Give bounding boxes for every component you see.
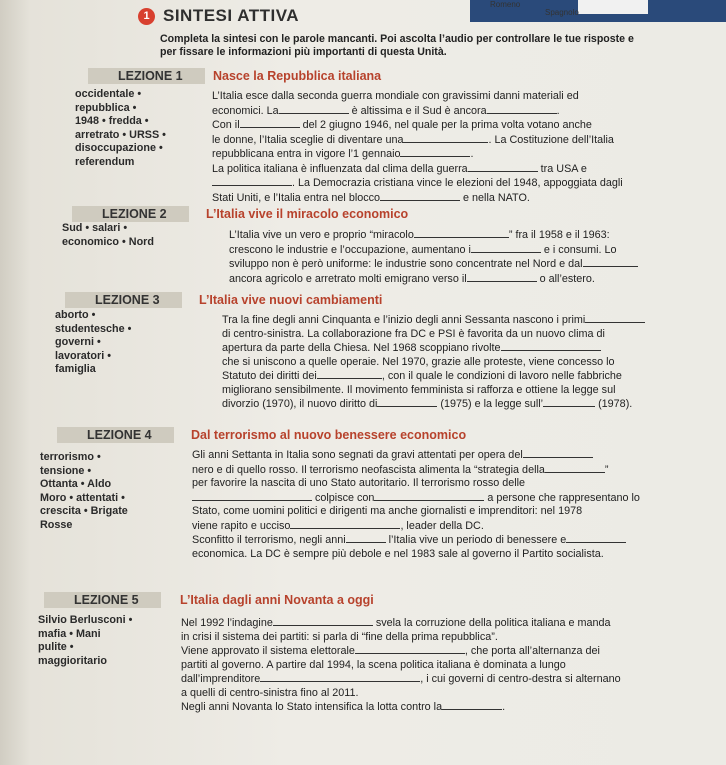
- fill-in-blank[interactable]: [468, 162, 538, 172]
- text-fragment: a quelli di centro-sinistra fino al 2011.: [181, 686, 359, 699]
- text-line: [181, 687, 621, 701]
- word-bank-entry: occidentale •: [75, 88, 142, 100]
- text-line: [222, 356, 645, 370]
- text-fragment: del 2 giugno 1946, nel quale per la prima volta votano anche: [299, 119, 592, 131]
- text-fragment: .: [470, 148, 474, 160]
- word-bank-entry: pulite •: [38, 641, 74, 653]
- instruction-line: Completa la sintesi con le parole mancanti. Poi ascolta l’audio per controllare le tue risposte e: [160, 33, 634, 45]
- text-line: [229, 257, 638, 272]
- text-fragment: , leader della DC.: [400, 519, 484, 532]
- fill-in-blank[interactable]: [471, 243, 541, 253]
- text-fragment: ”: [604, 463, 609, 476]
- text-line: [222, 328, 645, 342]
- word-bank-entry: disoccupazione •: [75, 142, 163, 154]
- text-fragment: crescono le industrie e l’occupazione, aumentano i: [229, 243, 471, 256]
- text-line: [192, 533, 640, 548]
- lesson-text: [222, 313, 645, 412]
- word-bank-entry: referendum: [75, 155, 135, 168]
- text-fragment: . La Democrazia cristiana vince le elezioni del 1948, appoggiata dagli: [292, 177, 623, 189]
- text-line: [181, 700, 621, 715]
- word-bank-entry: studentesche •: [55, 322, 132, 335]
- section-number-badge: 1: [138, 8, 155, 25]
- fill-in-blank[interactable]: [400, 147, 470, 157]
- text-fragment: La politica italiana è influenzata dal clima della guerra: [212, 162, 468, 175]
- text-line: [212, 118, 623, 133]
- text-line: [222, 369, 645, 384]
- fill-in-blank[interactable]: [543, 397, 595, 407]
- word-bank: [38, 614, 132, 668]
- word-bank-entry: arretrato • URSS •: [75, 128, 166, 141]
- text-fragment: , con il quale le condizioni di lavoro nelle fabbriche: [381, 370, 622, 382]
- text-line: [222, 384, 645, 398]
- text-fragment: sviluppo non è però uniforme: le industrie sono concentrate nel Nord e dal: [229, 258, 583, 270]
- text-fragment: apertura da parte della Chiesa. Nel 1968 scoppiano rivolte: [222, 342, 501, 354]
- word-bank: [75, 88, 166, 169]
- fill-in-blank[interactable]: [523, 448, 593, 458]
- word-bank-entry: crescita • Brigate: [40, 505, 128, 517]
- fill-in-blank[interactable]: [414, 228, 509, 238]
- brand-label-2: Spagnolo: [545, 8, 579, 17]
- lesson-title: Dal terrorismo al nuovo benessere economico: [191, 428, 467, 442]
- text-fragment: L’Italia vive un vero e proprio “miracolo: [229, 229, 414, 241]
- text-fragment: economici. La: [212, 104, 279, 117]
- lesson-text: [229, 228, 638, 286]
- text-fragment: .: [502, 701, 506, 713]
- section-header: [138, 6, 299, 26]
- text-line: [212, 133, 623, 148]
- lesson-text: [212, 90, 623, 205]
- lesson-label: LEZIONE 5: [44, 592, 161, 608]
- text-line: [212, 90, 623, 104]
- text-line: [192, 463, 640, 478]
- text-fragment: repubblicana entra in vigore l’1 gennaio: [212, 148, 401, 160]
- text-fragment: nero e di quello rosso. Il terrorismo neofascista alimenta la “strategia della: [192, 463, 545, 476]
- fill-in-blank[interactable]: [585, 313, 645, 323]
- text-fragment: viene rapito e ucciso: [192, 519, 291, 532]
- fill-in-blank[interactable]: [355, 644, 465, 654]
- text-fragment: divorzio (1970), il nuovo diritto di: [222, 398, 378, 410]
- text-line: [181, 616, 621, 631]
- fill-in-blank[interactable]: [212, 176, 292, 186]
- text-fragment: per favorire la nascita di uno Stato autoritario. Il terrorismo rosso delle: [192, 477, 526, 489]
- lesson-label: LEZIONE 1: [88, 68, 205, 84]
- fill-in-blank[interactable]: [380, 191, 460, 201]
- fill-in-blank[interactable]: [545, 463, 605, 473]
- word-bank-entry: terrorismo •: [40, 451, 101, 463]
- text-fragment: Gli anni Settanta in Italia sono segnati da gravi attentati per opera del: [192, 449, 523, 461]
- text-line: [222, 341, 645, 356]
- text-fragment: Con il: [212, 119, 240, 131]
- text-line: [192, 519, 640, 534]
- fill-in-blank[interactable]: [403, 133, 488, 143]
- word-bank-entry: tensione •: [40, 464, 92, 477]
- text-line: [181, 672, 621, 687]
- fill-in-blank[interactable]: [501, 341, 601, 351]
- text-fragment: l’Italia vive un periodo di benessere e: [385, 534, 567, 546]
- text-fragment: Tra la fine degli anni Cinquanta e l’inizio degli anni Sessanta nascono i primi: [222, 314, 586, 326]
- word-bank-entry: economico • Nord: [62, 235, 154, 248]
- text-fragment: colpisce con: [312, 491, 375, 504]
- text-fragment: che si uniscono a quelle operaie. Nel 1970, grazie alle proteste, viene concesso lo: [222, 355, 615, 368]
- word-bank-entry: Silvio Berlusconi •: [38, 614, 133, 626]
- text-line: [192, 548, 640, 562]
- text-line: [229, 228, 638, 243]
- text-line: [181, 644, 621, 659]
- text-fragment: economica. La DC è sempre più debole e nel 1983 sale al governo il Partito socialista.: [192, 547, 604, 560]
- word-bank-entry: Sud • salari •: [62, 222, 128, 234]
- word-bank-entry: lavoratori •: [55, 349, 111, 362]
- word-bank-entry: aborto •: [55, 309, 96, 321]
- page-shadow: [0, 0, 30, 765]
- text-fragment: a persone che rappresentano lo: [484, 491, 640, 504]
- word-bank: [62, 222, 154, 249]
- fill-in-blank[interactable]: [260, 672, 420, 682]
- section-title: SINTESI ATTIVA: [163, 6, 300, 25]
- lesson-title: L’Italia dagli anni Novanta a oggi: [180, 593, 374, 607]
- text-line: [181, 659, 621, 673]
- text-line: [181, 631, 621, 645]
- fill-in-blank[interactable]: [566, 533, 626, 543]
- lesson-text: [192, 448, 640, 561]
- fill-in-blank[interactable]: [192, 491, 312, 501]
- fill-in-blank[interactable]: [442, 700, 502, 710]
- fill-in-blank[interactable]: [279, 104, 349, 114]
- text-fragment: ancora agricolo e arretrato molti emigrano verso il: [229, 272, 467, 285]
- lesson-title: L’Italia vive il miracolo economico: [206, 207, 409, 221]
- text-line: [192, 505, 640, 519]
- text-line: [222, 313, 645, 328]
- fill-in-blank[interactable]: [487, 104, 557, 114]
- text-line: [212, 176, 623, 191]
- text-fragment: (1978).: [595, 398, 633, 410]
- word-bank-entry: famiglia: [55, 363, 96, 375]
- text-fragment: svela la corruzione della politica italiana e manda: [372, 617, 611, 629]
- word-bank-entry: governi •: [55, 336, 101, 348]
- text-line: [212, 147, 623, 162]
- text-fragment: dall’imprenditore: [181, 673, 261, 685]
- text-fragment: .: [556, 104, 560, 117]
- text-line: [229, 243, 638, 258]
- fill-in-blank[interactable]: [374, 491, 484, 501]
- word-bank-entry: Moro • attentati •: [40, 491, 125, 504]
- fill-in-blank[interactable]: [290, 519, 400, 529]
- text-fragment: e nella NATO.: [460, 191, 530, 204]
- text-fragment: Stato, come uomini politici e dirigenti ma anche giornalisti e imprenditori: nel 1978: [192, 505, 583, 517]
- word-bank: [55, 309, 131, 377]
- fill-in-blank[interactable]: [273, 616, 373, 626]
- lesson-label: LEZIONE 2: [72, 206, 189, 222]
- text-fragment: L’Italia esce dalla seconda guerra mondiale con gravissimi danni materiali ed: [212, 90, 579, 102]
- text-line: [192, 448, 640, 463]
- word-bank-entry: mafia • Mani: [38, 627, 101, 640]
- text-fragment: di centro-sinistra. La collaborazione fra DC e PSI è favorita da un nuovo clima di: [222, 327, 605, 340]
- text-fragment: tra USA e: [537, 162, 587, 175]
- text-fragment: , che porta all’alternanza dei: [464, 645, 600, 657]
- instructions: [160, 33, 720, 59]
- instruction-line: per fissare le informazioni più importanti di questa Unità.: [160, 46, 447, 58]
- text-fragment: ” fra il 1958 e il 1963:: [508, 229, 610, 241]
- word-bank-entry: Rosse: [40, 518, 73, 531]
- lesson-title: Nasce la Repubblica italiana: [213, 69, 382, 83]
- text-line: [212, 162, 623, 177]
- lesson-text: [181, 616, 621, 715]
- word-bank-entry: repubblica •: [75, 101, 137, 114]
- text-fragment: , i cui governi di centro-destra si alternano: [420, 673, 621, 685]
- lesson-title: L’Italia vive nuovi cambiamenti: [199, 293, 383, 307]
- text-line: [192, 477, 640, 491]
- text-fragment: o all’estero.: [536, 272, 595, 285]
- fill-in-blank[interactable]: [317, 369, 382, 379]
- word-bank: [40, 451, 128, 532]
- text-fragment: e i consumi. Lo: [540, 243, 617, 256]
- text-fragment: le donne, l’Italia sceglie di diventare una: [212, 133, 404, 146]
- text-fragment: Nel 1992 l’indagine: [181, 617, 273, 629]
- text-line: [212, 104, 623, 119]
- text-line: [212, 191, 623, 206]
- text-fragment: Negli anni Novanta lo Stato intensifica la lotta contro la: [181, 701, 443, 713]
- text-fragment: migliorano sensibilmente. Il movimento femminista si rafforza e ottiene la legge sul: [222, 383, 616, 396]
- text-fragment: Viene approvato il sistema elettorale: [181, 645, 355, 657]
- text-line: [222, 397, 645, 412]
- fill-in-blank[interactable]: [346, 533, 386, 543]
- word-bank-entry: 1948 • fredda •: [75, 115, 149, 127]
- text-fragment: Stati Uniti, e l’Italia entra nel blocco: [212, 191, 381, 204]
- text-fragment: partiti al governo. A partire dal 1994, la scena politica italiana è dominata a lungo: [181, 658, 566, 671]
- text-fragment: Statuto dei diritti dei: [222, 370, 317, 382]
- lesson-label: LEZIONE 3: [65, 292, 182, 308]
- lesson-label: LEZIONE 4: [57, 427, 174, 443]
- text-fragment: è altissima e il Sud è ancora: [348, 104, 487, 117]
- text-fragment: (1975) e la legge sull’: [437, 398, 544, 410]
- text-line: [192, 491, 640, 506]
- word-bank-entry: maggioritario: [38, 654, 107, 667]
- text-fragment: . La Costituzione dell’Italia: [488, 133, 614, 146]
- fill-in-blank[interactable]: [240, 118, 300, 128]
- text-fragment: Sconfitto il terrorismo, negli anni: [192, 534, 346, 546]
- text-line: [229, 272, 638, 287]
- fill-in-blank[interactable]: [467, 272, 537, 282]
- fill-in-blank[interactable]: [377, 397, 437, 407]
- text-fragment: in crisi il sistema dei partiti: si parla di “fine della prima repubblica”.: [181, 630, 498, 643]
- word-bank-entry: Ottanta • Aldo: [40, 478, 112, 490]
- fill-in-blank[interactable]: [583, 257, 638, 267]
- brand-label-1: Romeno: [490, 0, 521, 9]
